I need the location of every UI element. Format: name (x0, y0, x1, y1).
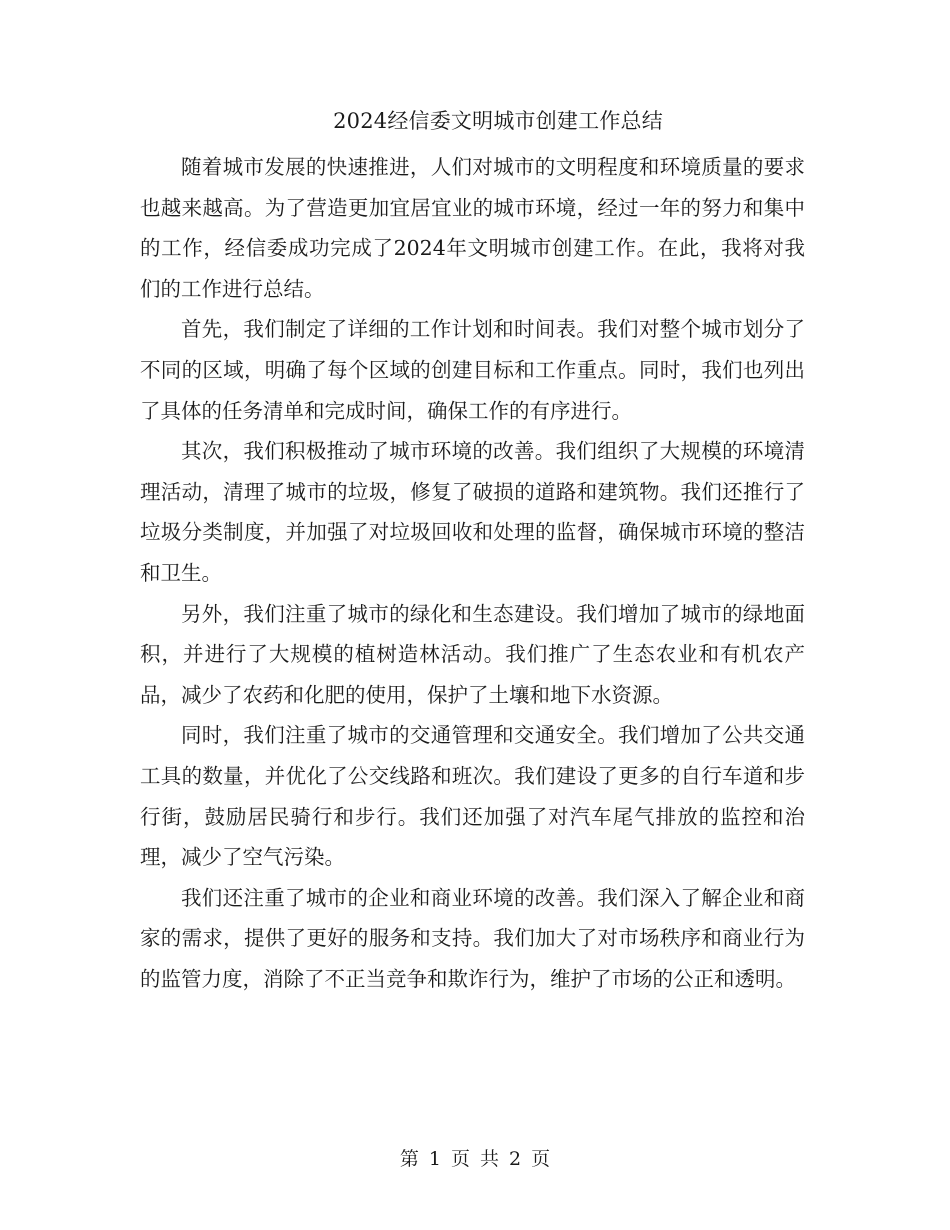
paragraph-traffic: 同时，我们注重了城市的交通管理和交通安全。我们增加了公共交通工具的数量，并优化了公交线路和班次。我们建设了更多的自行车道和步行街，鼓励居民骑行和步行。我们还加强了对汽车尾气排放的监控和治理，减少了空气污染。 (140, 723, 805, 870)
paragraph-intro: 随着城市发展的快速推进，人们对城市的文明程度和环境质量的要求也越来越高。为了营造更加宜居宜业的城市环境，经过一年的努力和集中的工作，经信委成功完成了2024年文明城市创建工作。在此，我将对我们的工作进行总结。 (140, 155, 805, 301)
paragraph-environment: 其次，我们积极推动了城市环境的改善。我们组织了大规模的环境清理活动，清理了城市的垃圾，修复了破损的道路和建筑物。我们还推行了垃圾分类制度，并加强了对垃圾回收和处理的监督，确保城市环境的整洁和卫生。 (140, 439, 805, 585)
page-number-footer: 第 1 页 共 2 页 (399, 1148, 551, 1170)
document-title: 2024经信委文明城市创建工作总结 (333, 109, 663, 133)
paragraph-greening: 另外，我们注重了城市的绿化和生态建设。我们增加了城市的绿地面积，并进行了大规模的植树造林活动。我们推广了生态农业和有机农产品，减少了农药和化肥的使用，保护了土壤和地下水资源。 (140, 601, 805, 707)
paragraph-business: 我们还注重了城市的企业和商业环境的改善。我们深入了解企业和商家的需求，提供了更好的服务和支持。我们加大了对市场秩序和商业行为的监管力度，消除了不正当竞争和欺诈行为，维护了市场的公正和透明。 (140, 885, 805, 991)
paragraph-planning: 首先，我们制定了详细的工作计划和时间表。我们对整个城市划分了不同的区域，明确了每个区域的创建目标和工作重点。同时，我们也列出了具体的任务清单和完成时间，确保工作的有序进行。 (140, 317, 805, 423)
document-body (140, 147, 805, 999)
